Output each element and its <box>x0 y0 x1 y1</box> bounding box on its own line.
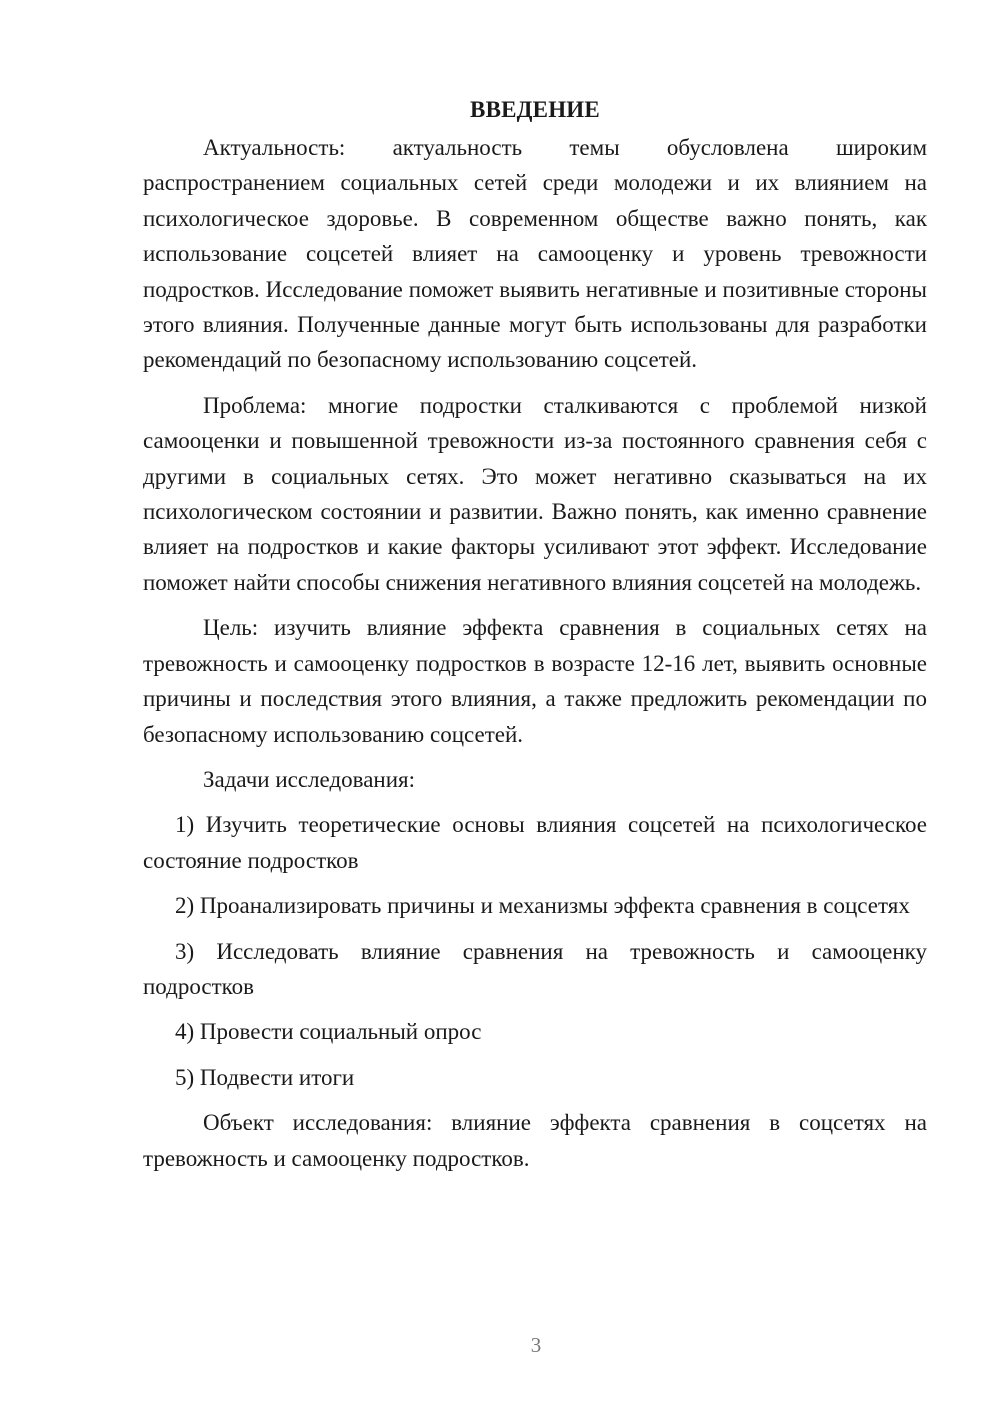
problem-paragraph: Проблема: многие подростки сталкиваются с проблемой низкой самооценки и повышенной тревожности из-за постоянного сравнения себя с другими в социальных сетях. Это может негативно сказываться на их психологическом состоянии и развитии. Важно понять, как именно сравнение влияет на подростков и какие факторы усиливают этот эффект. Исследование поможет найти способы снижения негативного влияния соцсетей на молодежь. <box>143 392 927 595</box>
tasks-intro: Задачи исследования: <box>203 766 416 792</box>
task-item: 1) Изучить теоретические основы влияния соцсетей на психологическое состояние подростков <box>143 812 927 873</box>
relevance-paragraph: Актуальность: актуальность темы обусловлена широким распространением социальных сетей среди молодежи и их влиянием на психологическое здоровье. В современном обществе важно понять, как использование соцсетей влияет на самооценку и уровень тревожности подростков. Исследование поможет выявить негативные и позитивные стороны этого влияния. Полученные данные могут быть использованы для разработки рекомендаций по безопасному использованию соцсетей. <box>143 135 927 373</box>
document-page <box>143 92 927 1176</box>
page-number: 3 <box>530 1333 542 1357</box>
section-heading: ВВЕДЕНИЕ <box>470 97 600 122</box>
task-item: 5) Подвести итоги <box>175 1064 355 1090</box>
task-item: 3) Исследовать влияние сравнения на тревожность и самооценку подростков <box>143 938 927 999</box>
task-item: 4) Провести социальный опрос <box>175 1019 482 1045</box>
object-paragraph: Объект исследования: влияние эффекта сравнения в соцсетях на тревожность и самооценку подростков. <box>143 1110 927 1171</box>
task-item: 2) Проанализировать причины и механизмы эффекта сравнения в соцсетях <box>175 893 910 919</box>
goal-paragraph: Цель: изучить влияние эффекта сравнения в социальных сетях на тревожность и самооценку подростков в возрасте 12-16 лет, выявить основные причины и последствия этого влияния, а также предложить рекомендации по безопасному использованию соцсетей. <box>143 615 927 747</box>
